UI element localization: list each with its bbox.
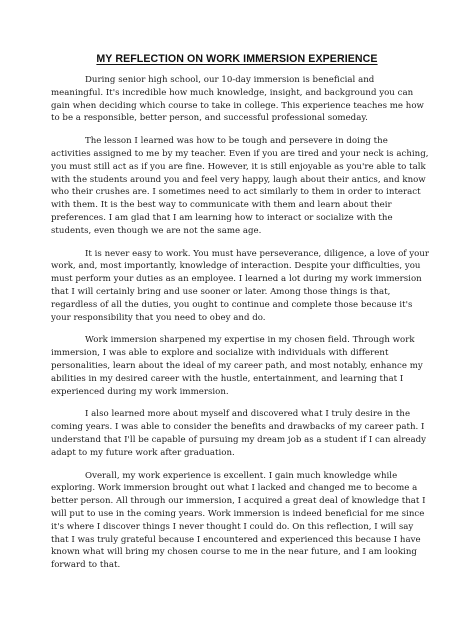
- paragraph-lesson: The lesson I learned was how to be tough and persevere in doing the activities assigned to me by my teacher. Even if you are tired and your neck is aching, you must still act as if you are fine. However, it is still enjoyable as you're able to talk with the students around you and feel very happy, laugh about their antics, and know who their crushes are. I sometimes need to act similarly to them in order to interact with them. It is the best way to communicate with them and learn about their preferences. I am glad that I am learning how to interact or socialize with the students, even though we are not the same age.: [51, 136, 429, 236]
- paragraph-conclusion: Overall, my work experience is excellent. I gain much knowledge while exploring. Work immersion brought out what I lacked and changed me to become a better person. All through our immersion, I acquired a great deal of knowledge that I will put to use in the coming years. Work immersion is indeed beneficial for me since it's where I discover things I never thought I could do. On this reflection, I will say that I was truly grateful because I encountered and experienced this because I have known what will bring my chosen course to me in the near future, and I am looking forward to that.: [51, 470, 426, 571]
- paragraph-intro: During senior high school, our 10-day immersion is beneficial and meaningful. It's incredible how much knowledge, insight, and background you can gain when deciding which course to take in college. This experience teaches me how to be a responsible, better person, and successful professional someday.: [51, 75, 424, 124]
- document-body: [51, 74, 429, 582]
- paragraph-self-discovery: I also learned more about myself and discovered what I truly desire in the coming years. I was able to consider the benefits and drawbacks of my career path. I understand that I'll be capable of pursuing my dream job as a student if I can already adapt to my future work after graduation.: [51, 409, 427, 458]
- document-title: MY REFLECTION ON WORK IMMERSION EXPERIENCE: [96, 53, 378, 65]
- paragraph-work: It is never easy to work. You must have perseverance, diligence, a love of your work, and, most importantly, knowledge of interaction. Despite your difficulties, you must perform your duties as an employee. I learned a lot during my work immersion that I will certainly bring and use sooner or later. Among those things is that, regardless of all the duties, you ought to continue and complete those because it's your responsibility that you need to obey and do.: [51, 248, 429, 323]
- paragraph-expertise: Work immersion sharpened my expertise in my chosen field. Through work immersion, I was able to explore and socialize with individuals with different personalities, learn about the ideal of my career path, and most notably, enhance my abilities in my desired career with the hustle, entertainment, and learning that I experienced during my work immersion.: [51, 335, 423, 397]
